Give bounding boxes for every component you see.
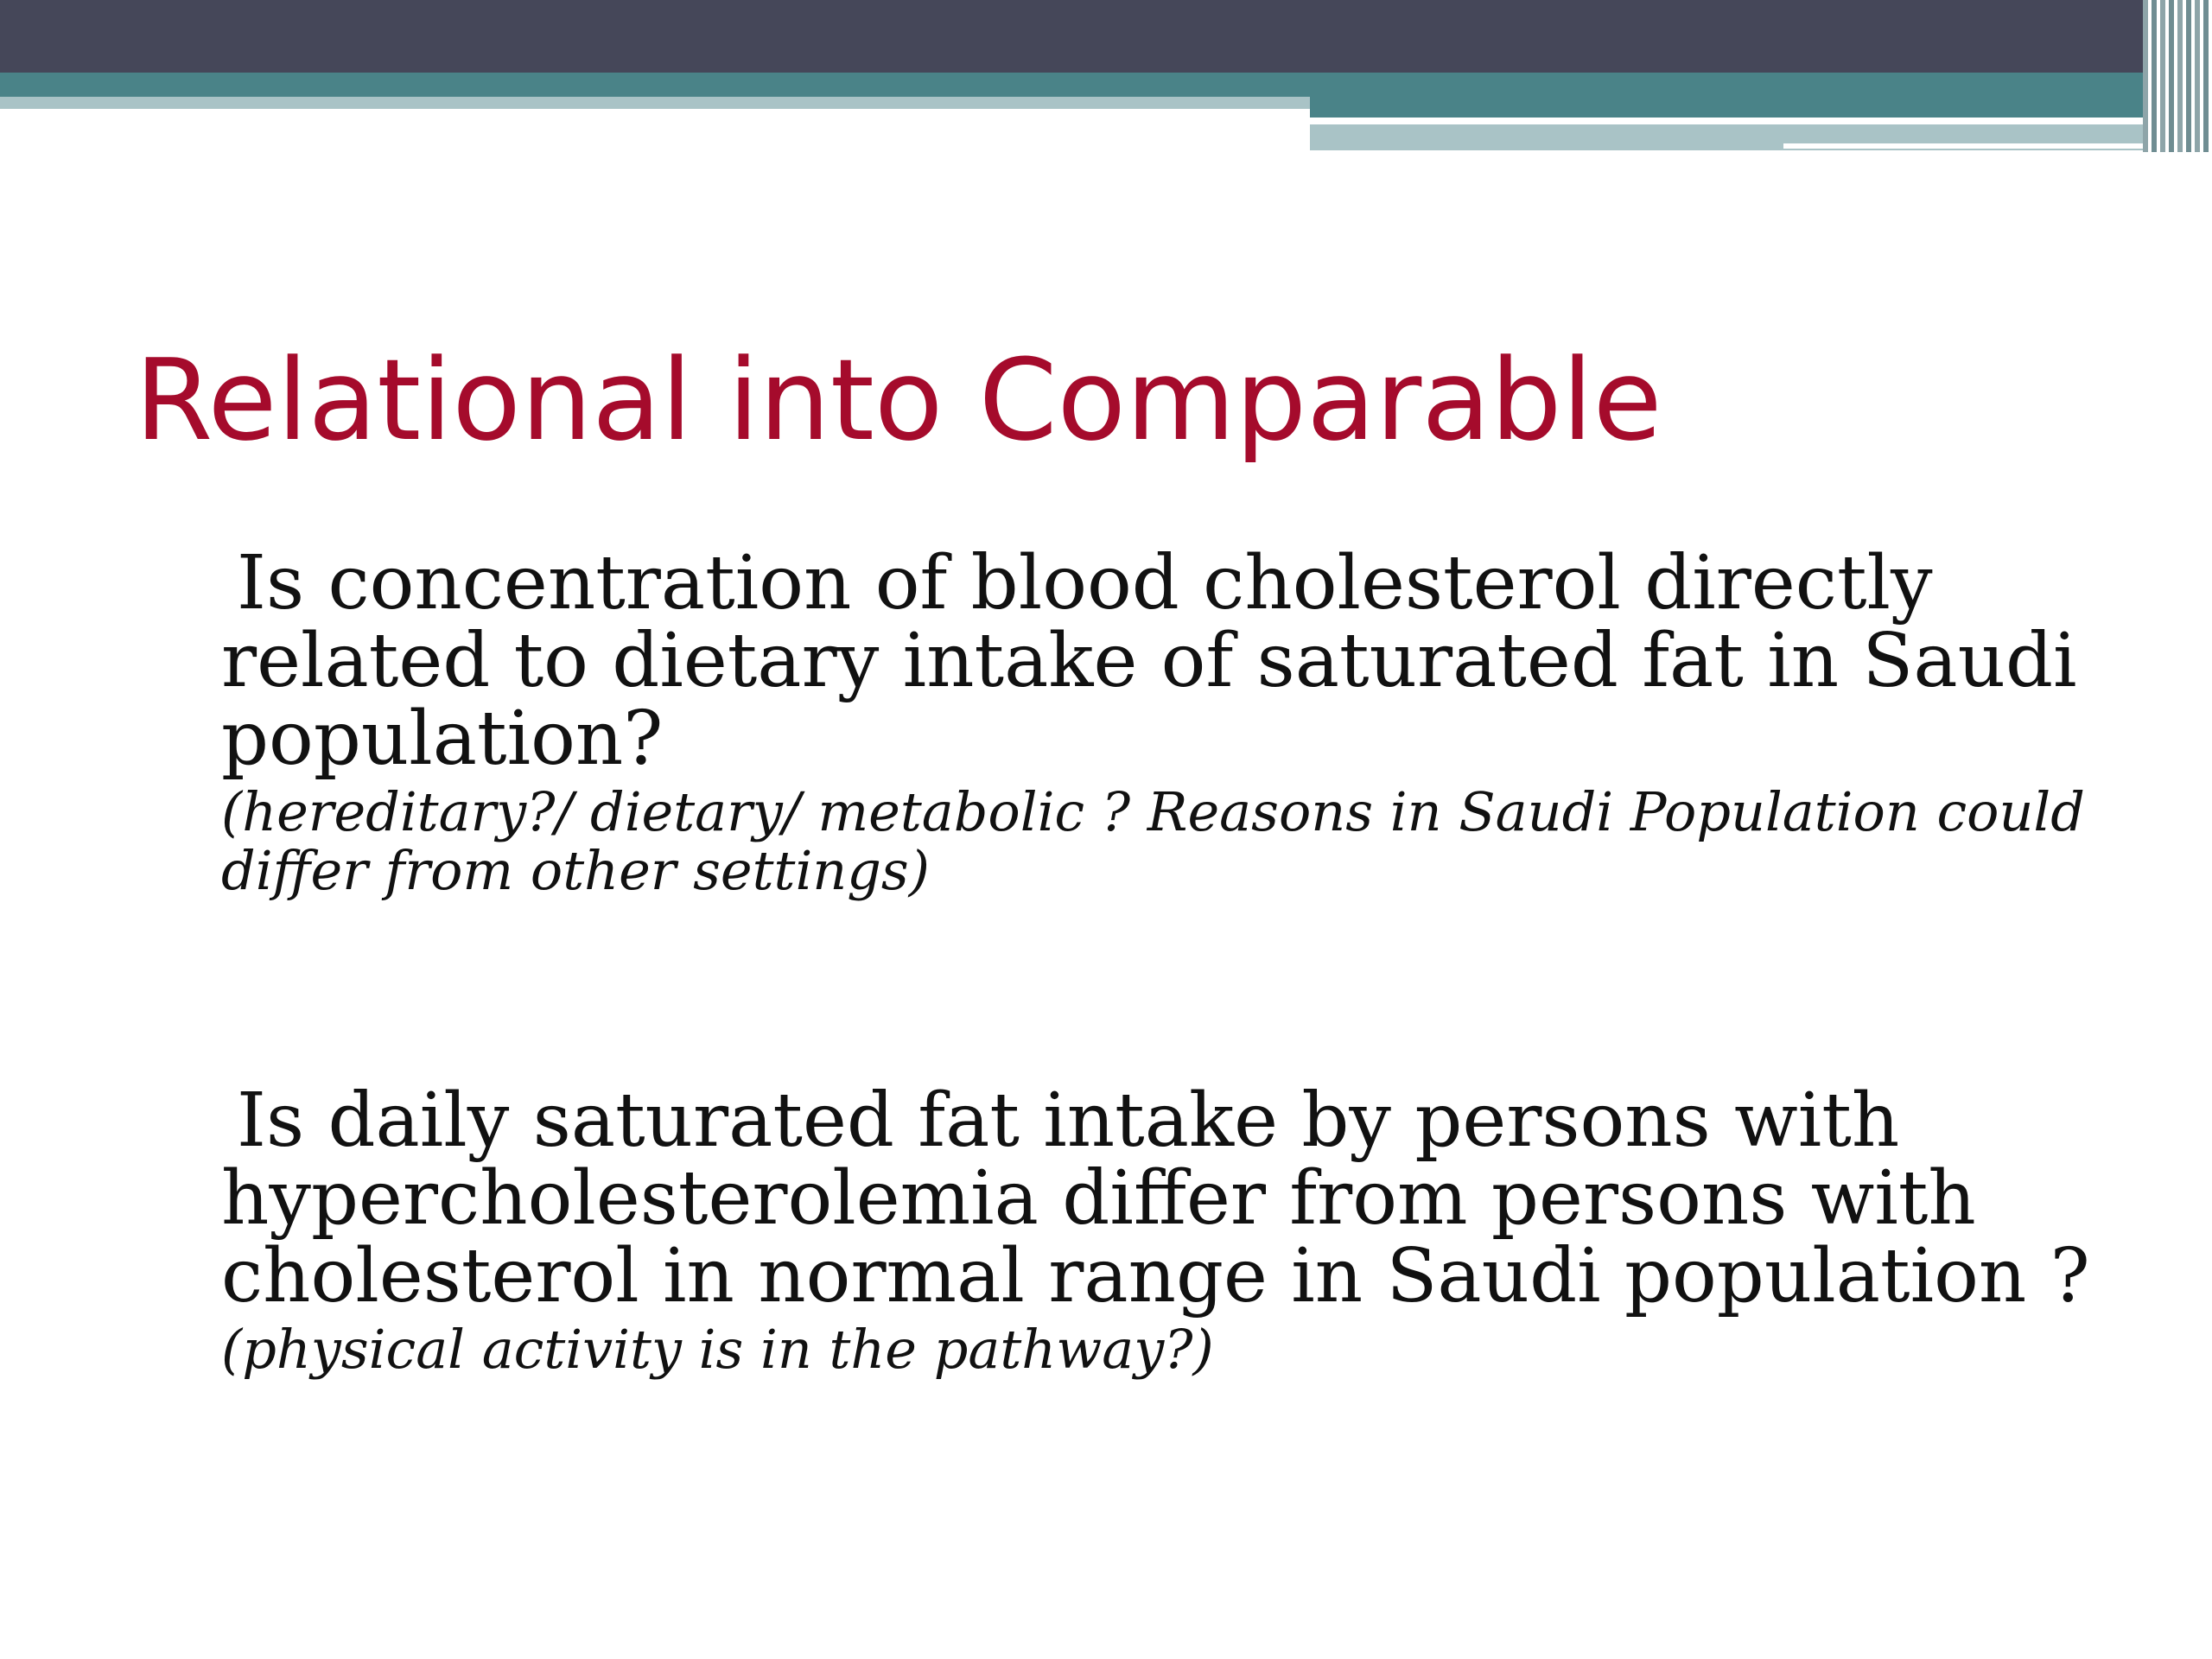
question-note-2: (physical activity is in the pathway?)	[221, 1318, 1214, 1381]
question-note-1: (hereditary?/ dietary/ metabolic ? Reasons in Saudi Population could differ from other settings)	[221, 780, 2085, 902]
question-text-1: Is concentration of blood cholesterol directly related to dietary intake of saturated fat in Saudi population?	[221, 540, 2077, 782]
question-block-2	[221, 1077, 2157, 1381]
header-band-dark	[0, 0, 2212, 73]
header-band-light	[0, 97, 1310, 109]
question-text-2: Is daily saturated fat intake by persons with hypercholesterolemia differ from persons with cholesterol in normal range in Saudi population ?	[221, 1077, 2090, 1319]
header-band-teal	[0, 73, 2143, 97]
header-edge-stripes	[2143, 0, 2212, 152]
header-divider-line	[1310, 119, 2048, 124]
header-band-teal-right	[1310, 97, 2143, 118]
question-block-1	[221, 540, 2157, 902]
slide-title: Relational into Comparable	[135, 334, 1662, 466]
header-divider-line-2	[1783, 143, 2143, 149]
